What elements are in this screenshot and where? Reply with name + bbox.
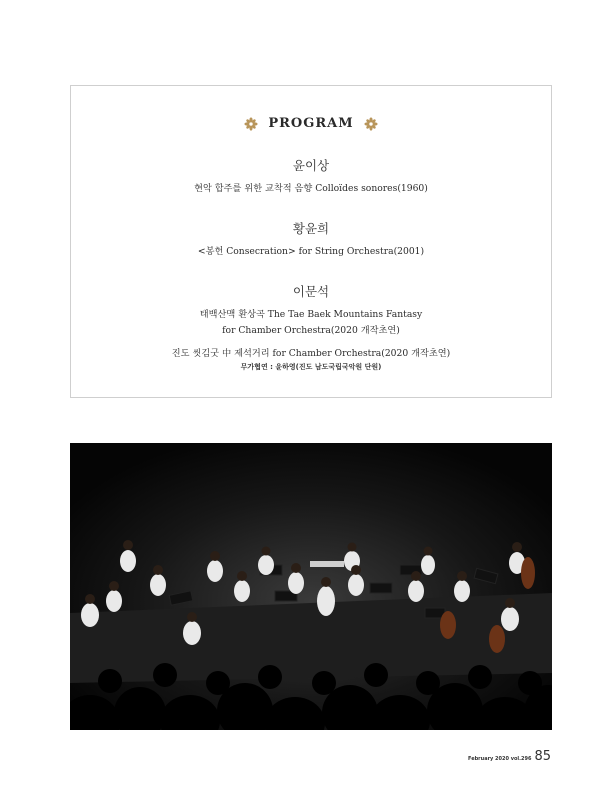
work-subtitle: for Chamber Orchestra(2020 개작초연)	[222, 325, 400, 336]
program-title: PROGRAM	[268, 116, 354, 131]
work-title: 현악 합주를 위한 교착적 음향 Colloïdes sonores(1960)	[194, 183, 428, 194]
composer-name: 윤이상	[292, 158, 330, 173]
program-box	[70, 85, 552, 398]
page-number: 85	[534, 749, 551, 764]
work-title: 진도 씻김굿 中 제석거리 for Chamber Orchestra(2020 개작초연)	[171, 348, 451, 359]
orchestra-illustration	[70, 443, 552, 730]
program-header	[71, 116, 551, 131]
composer-name: 이문석	[292, 284, 330, 299]
composer-name: 황윤희	[292, 221, 330, 236]
performer-note: 무가협연 : 윤하영(진도 남도국립국악원 단원)	[240, 363, 382, 371]
flower-ornament-icon	[364, 117, 378, 131]
issue-label: February 2020 vol.296	[468, 756, 532, 762]
work-title: 태백산맥 환상곡 The Tae Baek Mountains Fantasy	[199, 309, 423, 320]
flower-ornament-icon	[244, 117, 258, 131]
work-title: <봉헌 Consecration> for String Orchestra(2001)	[197, 246, 425, 257]
concert-photo	[70, 443, 552, 730]
page-footer	[468, 749, 551, 764]
